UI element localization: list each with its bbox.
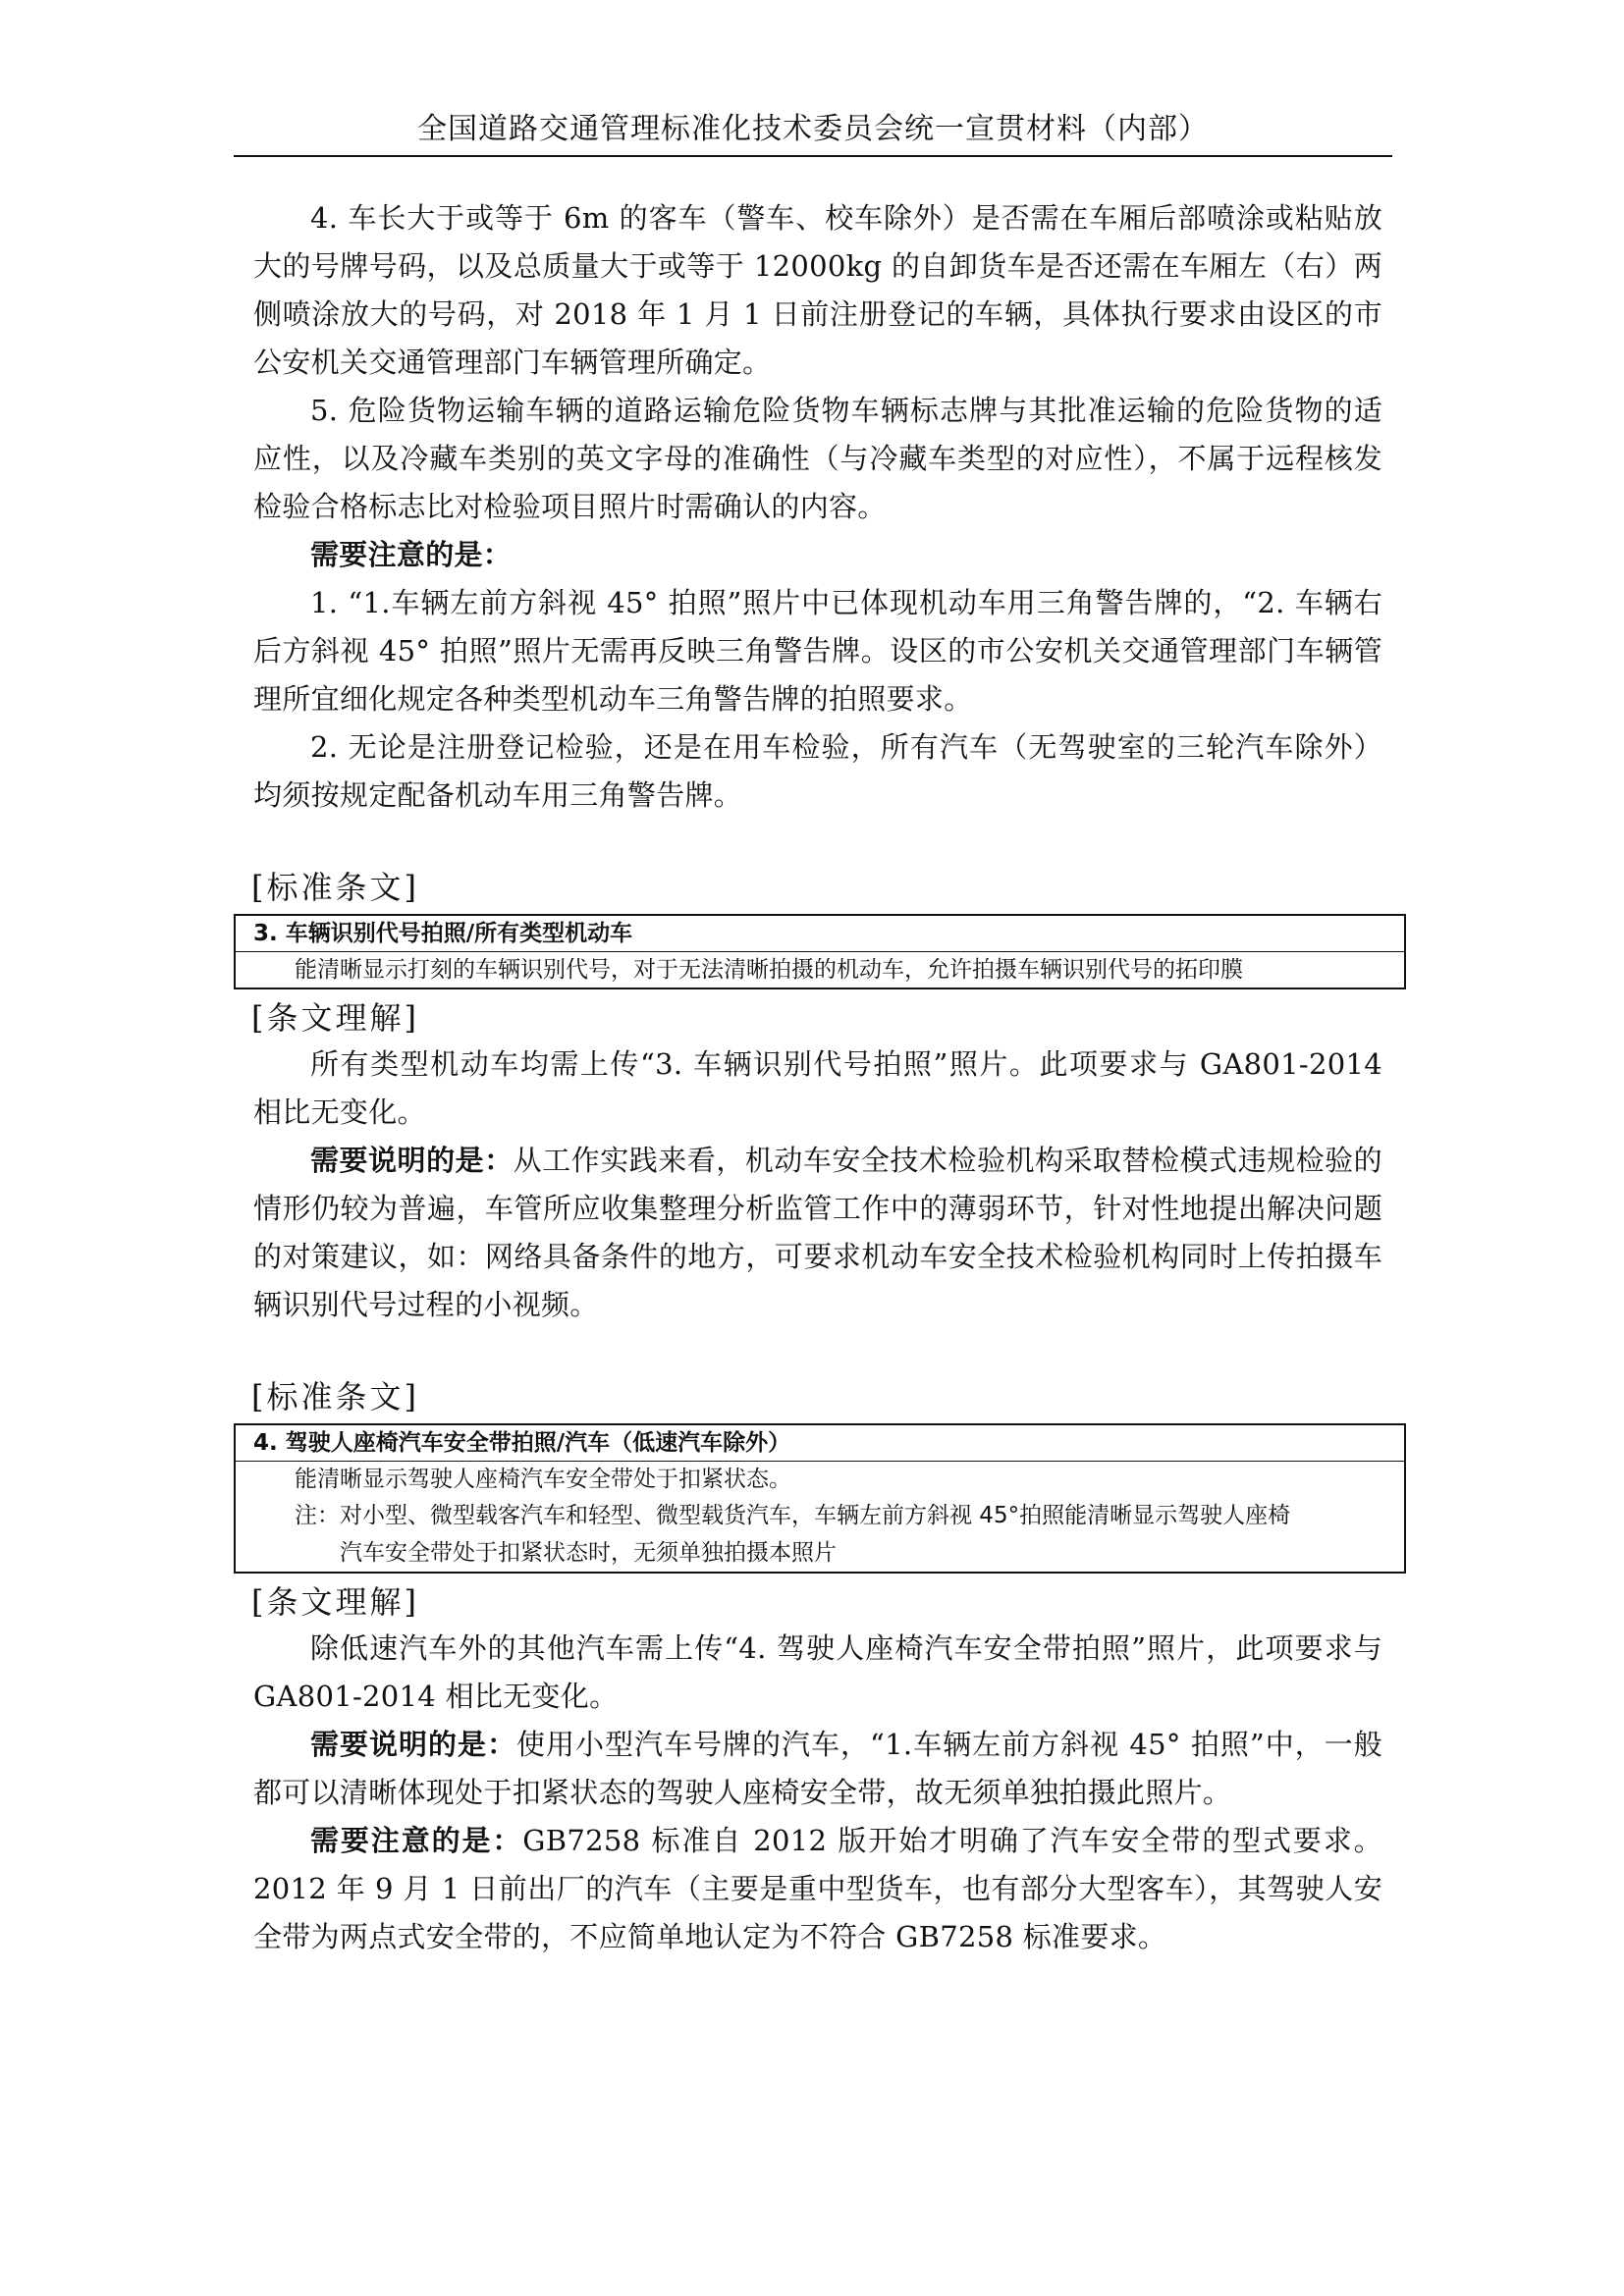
standard-box-seatbelt	[234, 1423, 1406, 1574]
understanding-text: 除低速汽车外的其他汽车需上传“4. 驾驶人座椅汽车安全带拍照”照片，此项要求与 GA801-2014 相比无变化。	[253, 1631, 1382, 1713]
page-content	[253, 194, 1382, 1961]
explain-paragraph	[253, 1721, 1382, 1817]
standard-heading: [标准条文]	[251, 869, 419, 906]
header-divider	[234, 155, 1392, 157]
explain-label: 需要说明的是：	[310, 1144, 514, 1177]
note-line-2: 汽车安全带处于扣紧状态时，无须单独拍摄本照片	[340, 1540, 837, 1566]
note-line-1: 对小型、微型载客汽车和轻型、微型载货汽车，车辆左前方斜视 45°拍照能清晰显示驾驶人座椅	[340, 1503, 1291, 1528]
attention-label: 需要注意的是：	[310, 1824, 523, 1857]
paragraph-item-5: 5. 危险货物运输车辆的道路运输危险货物车辆标志牌与其批准运输的危险货物的适应性，以及冷藏车类别的英文字母的准确性（与冷藏车类型的对应性），不属于远程核发检验合格标志比对检验项目照片时需确认的内容。	[253, 394, 1382, 523]
standard-box-vin	[234, 914, 1406, 989]
explain-paragraph	[253, 1137, 1382, 1329]
attention-item-2: 2. 无论是注册登记检验，还是在用车检验，所有汽车（无驾驶室的三轮汽车除外）均须按规定配备机动车用三角警告牌。	[253, 730, 1382, 812]
explain-text: 使用小型汽车号牌的汽车，“1.车辆左前方斜视 45° 拍照”中，一般都可以清晰体现处于扣紧状态的驾驶人座椅安全带，故无须单独拍摄此照片。	[253, 1728, 1382, 1809]
understanding-text: 所有类型机动车均需上传“3. 车辆识别代号拍照”照片。此项要求与 GA801-2014 相比无变化。	[253, 1047, 1382, 1129]
explain-label: 需要说明的是：	[310, 1728, 517, 1761]
standard-box-title: 3. 车辆识别代号拍照/所有类型机动车	[236, 916, 1404, 952]
standard-box-note	[236, 1497, 1404, 1572]
understanding-heading: [条文理解]	[251, 999, 419, 1037]
attention-heading: 需要注意的是：	[310, 538, 513, 571]
standard-box-body: 能清晰显示驾驶人座椅汽车安全带处于扣紧状态。	[295, 1467, 791, 1492]
standard-box-title: 4. 驾驶人座椅汽车安全带拍照/汽车（低速汽车除外）	[236, 1425, 1404, 1462]
paragraph-item-4: 4. 车长大于或等于 6m 的客车（警车、校车除外）是否需在车厢后部喷涂或粘贴放大的号牌号码，以及总质量大于或等于 12000kg 的自卸货车是否还需在车厢左（右）两侧喷涂放大的号码，对 2018 年 1 月 1 日前注册登记的车辆，具体执行要求由设区的市公安机关交通管理部门车辆管理所确定。	[253, 201, 1382, 379]
attention-text: GB7258 标准自 2012 版开始才明确了汽车安全带的型式要求。2012 年 9 月 1 日前出厂的汽车（主要是重中型货车，也有部分大型客车），其驾驶人安全带为两点式安全带的，不应简单地认定为不符合 GB7258 标准要求。	[253, 1824, 1382, 1953]
standard-box-body: 能清晰显示打刻的车辆识别代号，对于无法清晰拍摄的机动车，允许拍摄车辆识别代号的拓印膜	[295, 957, 1243, 983]
attention-paragraph	[253, 1817, 1382, 1961]
explain-text: 从工作实践来看，机动车安全技术检验机构采取替检模式违规检验的情形仍较为普遍，车管所应收集整理分析监管工作中的薄弱环节，针对性地提出解决问题的对策建议，如：网络具备条件的地方，可要求机动车安全技术检验机构同时上传拍摄车辆识别代号过程的小视频。	[253, 1144, 1382, 1321]
understanding-heading: [条文理解]	[251, 1583, 419, 1621]
note-label: 注：	[295, 1503, 340, 1528]
attention-item-1: 1. “1.车辆左前方斜视 45° 拍照”照片中已体现机动车用三角警告牌的，“2. 车辆右后方斜视 45° 拍照”照片无需再反映三角警告牌。设区的市公安机关交通管理部门车辆管理所宜细化规定各种类型机动车三角警告牌的拍照要求。	[253, 586, 1382, 716]
page-header-title: 全国道路交通管理标准化技术委员会统一宣贯材料（内部）	[417, 112, 1209, 146]
standard-heading: [标准条文]	[251, 1378, 419, 1415]
